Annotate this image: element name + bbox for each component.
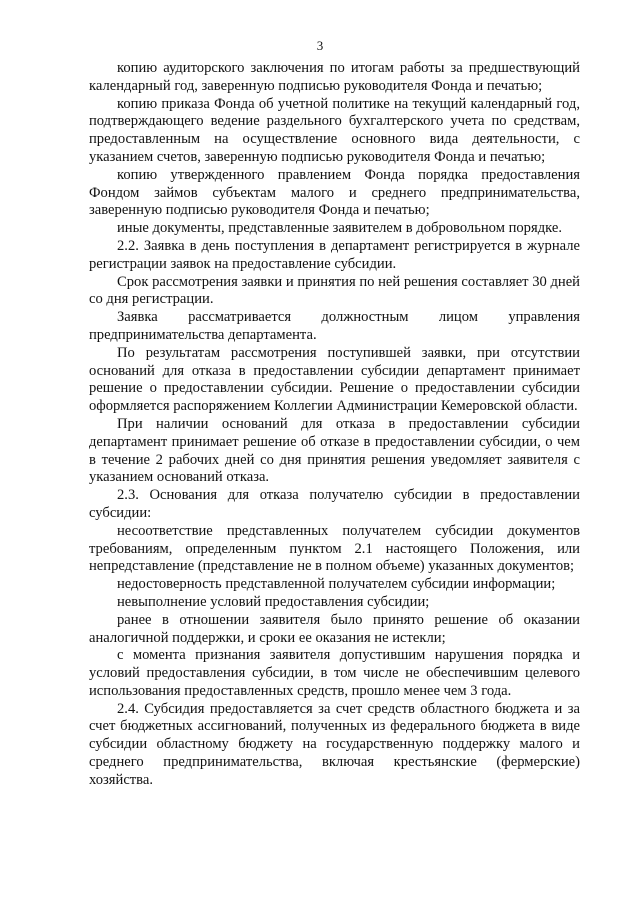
paragraph-ground-prior-support: ранее в отношении заявителя было принято решение об оказании аналогичной поддержки, и сроки ее оказания не истекли; [89, 611, 580, 646]
paragraph-ground-unreliable-info: недостоверность представленной получателем субсидии информации; [117, 576, 556, 593]
paragraph-ground-nonconformity: несоответствие представленных получателем субсидии документов требованиям, определенным пунктом 2.1 настоящего Положения, или непредставление (представление не в полном объеме) указанных документов; [89, 522, 580, 575]
paragraph-ground-violation-period: с момента признания заявителя допустившим нарушения порядка и условий предоставления субсидии, в том числе не обеспечившим целевого использования предоставленных средств, прошло менее чем 3 года. [89, 647, 580, 699]
paragraph-review-term: Срок рассмотрения заявки и принятия по ней решения составляет 30 дней со дня регистрации. [89, 273, 580, 308]
paragraph-review-official: Заявка рассматривается должностным лицом управления предпринимательства департамента. [89, 309, 580, 343]
paragraph-2-2-registration: 2.2. Заявка в день поступления в департамент регистрируется в журнале регистрации заявок на предоставление субсидии. [89, 237, 580, 272]
paragraph-loan-procedure-copy: копию утвержденного правлением Фонда порядка предоставления Фондом займов субъектам малого и среднего предпринимательства, заверенную подписью руководителя Фонда и печатью; [89, 166, 580, 219]
document-body [89, 60, 580, 790]
paragraph-decision-refusal: При наличии оснований для отказа в предоставлении субсидии департамент принимает решение об отказе в предоставлении субсидии, о чем в течение 2 рабочих дней со дня принятия решения уведомляет заявителя с указанием оснований отказа. [89, 415, 580, 486]
paragraph-other-documents: иные документы, представленные заявителем в добровольном порядке. [117, 220, 562, 237]
paragraph-ground-conditions-not-met: невыполнение условий предоставления субсидии; [117, 593, 430, 610]
paragraph-audit-report-copy: копию аудиторского заключения по итогам работы за предшествующий календарный год, заверенную подписью руководителя Фонда и печатью; [89, 60, 580, 94]
paragraph-accounting-policy-copy: копию приказа Фонда об учетной политике на текущий календарный год, подтверждающего ведение раздельного бухгалтерского учета по средствам, предоставленным на осуществление основного вида деятельности, с указанием счетов, заверенную подписью руководителя Фонда и печатью; [89, 95, 580, 165]
page-number: 3 [316, 38, 324, 53]
paragraph-2-4-funding-source: 2.4. Субсидия предоставляется за счет средств областного бюджета и за счет бюджетных ассигнований, полученных из федерального бюджета в виде субсидии областному бюджету на государственную поддержку малого и среднего предпринимательства, включая крестьянские (фермерские) хозяйства. [89, 700, 580, 788]
paragraph-2-3-refusal-grounds: 2.3. Основания для отказа получателю субсидии в предоставлении субсидии: [89, 487, 580, 521]
paragraph-decision-grant: По результатам рассмотрения поступившей заявки, при отсутствии оснований для отказа в предоставлении субсидии департамент принимает решение о предоставлении субсидии. Решение о предоставлении субсидии оформляется распоряжением Коллегии Администрации Кемеровской области. [89, 344, 580, 415]
